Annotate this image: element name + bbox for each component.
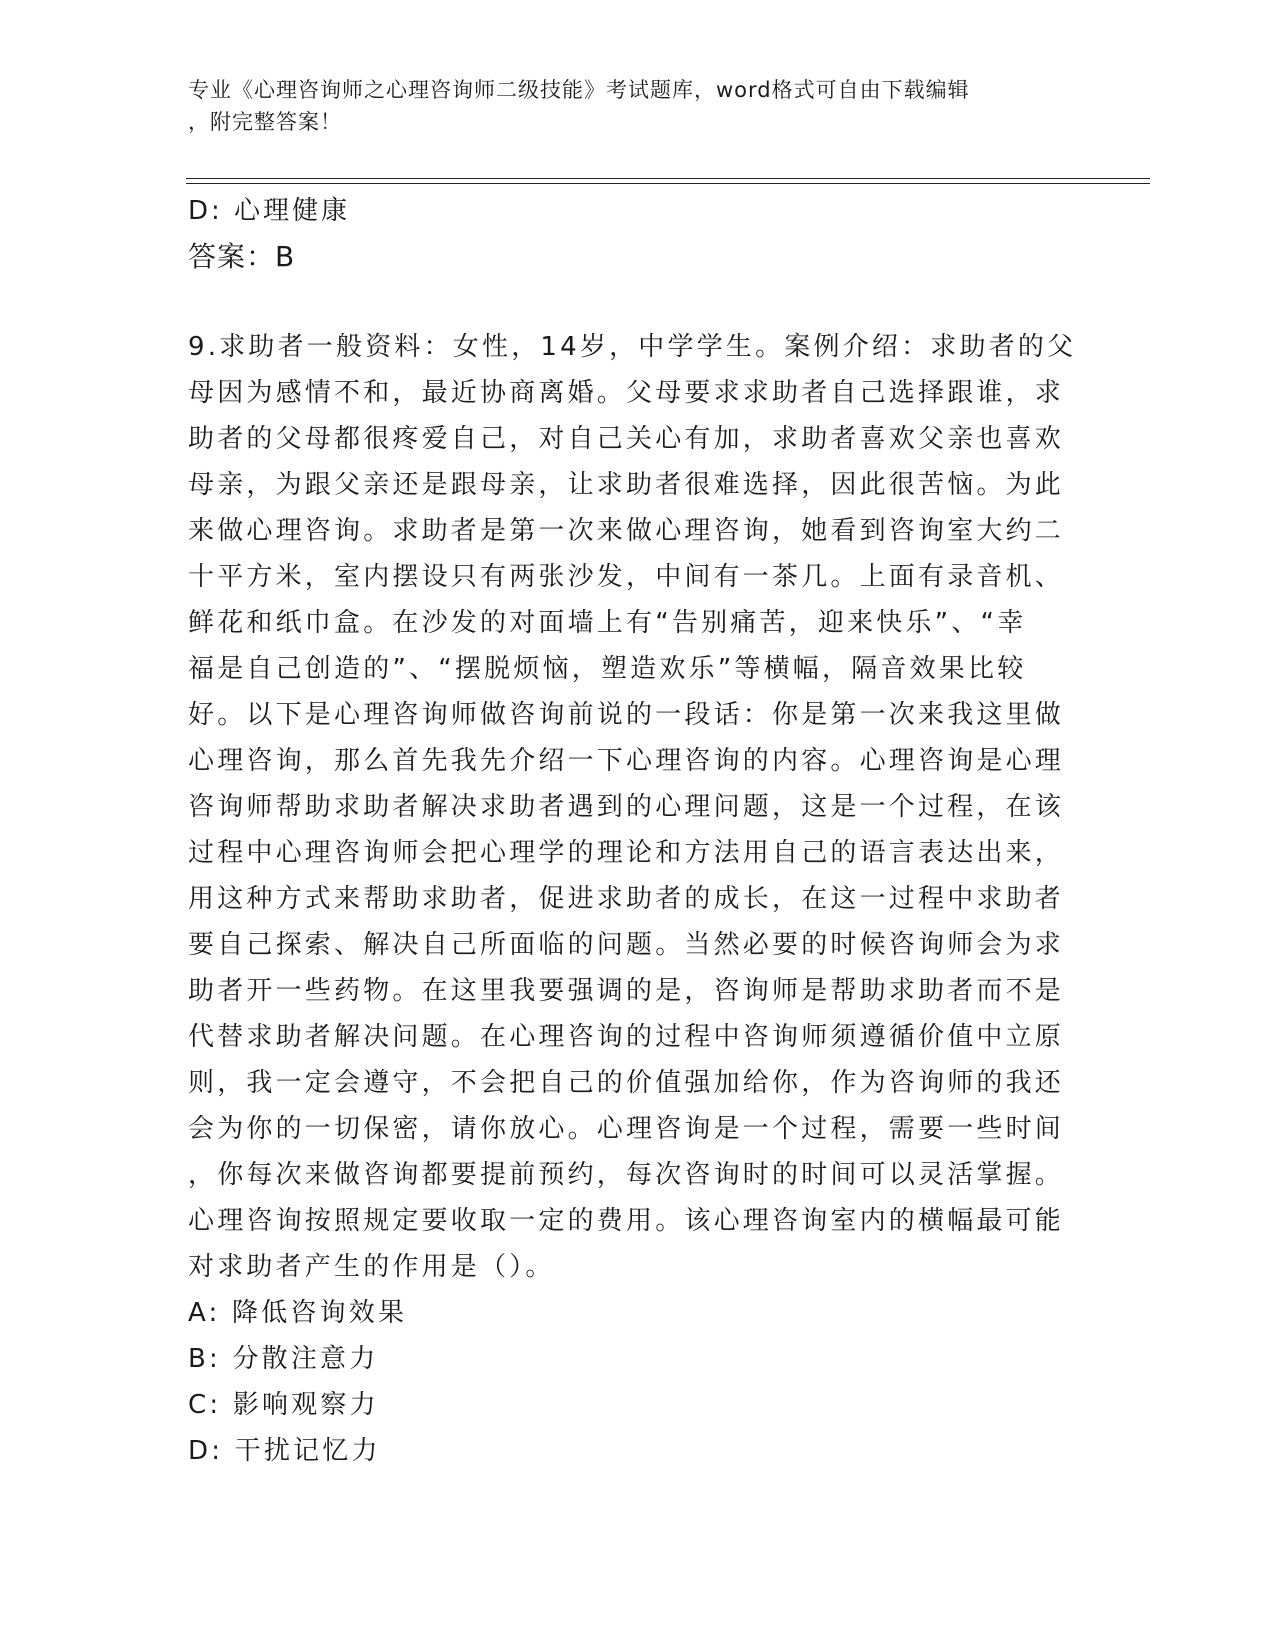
question-line: 助者开一些药物。在这里我要强调的是，咨询师是帮助求助者而不是 xyxy=(188,976,1065,1006)
question-line: 来做心理咨询。求助者是第一次来做心理咨询，她看到咨询室大约二 xyxy=(188,516,1065,546)
question-line: 要自己探索、解决自己所面临的问题。当然必要的时候咨询师会为求 xyxy=(188,930,1065,960)
option-b: B: 分散注意力 xyxy=(188,1344,379,1374)
option-c: C: 影响观察力 xyxy=(188,1390,379,1420)
header-rule-bottom xyxy=(186,183,1150,184)
question-line: 母因为感情不和，最近协商离婚。父母要求求助者自己选择跟谁，求 xyxy=(188,378,1065,408)
question-line: 母亲，为跟父亲还是跟母亲，让求助者很难选择，因此很苦恼。为此 xyxy=(188,470,1065,500)
question-line: 心理咨询，那么首先我先介绍一下心理咨询的内容。心理咨询是心理 xyxy=(188,746,1065,776)
question-line: 咨询师帮助求助者解决求助者遇到的心理问题，这是一个过程，在该 xyxy=(188,792,1065,822)
question-line: 用这种方式来帮助求助者，促进求助者的成长，在这一过程中求助者 xyxy=(188,884,1065,914)
question-line: 对求助者产生的作用是（）。 xyxy=(188,1252,555,1282)
prev-answer: 答案：B xyxy=(188,240,296,273)
header-rule-top xyxy=(186,178,1150,179)
page-header xyxy=(188,74,1068,138)
question-line: 9.求助者一般资料：女性，14岁，中学学生。案例介绍：求助者的父 xyxy=(188,332,1077,362)
question-line: 十平方米，室内摆设只有两张沙发，中间有一茶几。上面有录音机、 xyxy=(188,562,1065,592)
question-line: 则，我一定会遵守，不会把自己的价值强加给你，作为咨询师的我还 xyxy=(188,1068,1065,1098)
document-content xyxy=(188,188,1077,1474)
header-line-2: ，附完整答案！ xyxy=(188,110,342,134)
question-9 xyxy=(188,324,1077,1474)
question-line: 会为你的一切保密，请你放心。心理咨询是一个过程，需要一些时间 xyxy=(188,1114,1065,1144)
question-line: 过程中心理咨询师会把心理学的理论和方法用自己的语言表达出来， xyxy=(188,838,1065,868)
question-line: 鲜花和纸巾盒。在沙发的对面墙上有“告别痛苦，迎来快乐”、“幸 xyxy=(188,608,1027,638)
question-line: 福是自己创造的”、“摆脱烦恼，塑造欢乐”等横幅，隔音效果比较 xyxy=(188,654,1027,684)
prev-option-d: D: 心理健康 xyxy=(188,196,351,226)
option-a: A: 降低咨询效果 xyxy=(188,1298,408,1328)
question-line: 代替求助者解决问题。在心理咨询的过程中咨询师须遵循价值中立原 xyxy=(188,1022,1065,1052)
question-line: 好。以下是心理咨询师做咨询前说的一段话：你是第一次来我这里做 xyxy=(188,700,1065,730)
option-d: D: 干扰记忆力 xyxy=(188,1436,381,1466)
section-gap xyxy=(188,280,1068,324)
question-line: ，你每次来做咨询都要提前预约，每次咨询时的时间可以灵活掌握。 xyxy=(188,1160,1065,1190)
question-line: 助者的父母都很疼爱自己，对自己关心有加，求助者喜欢父亲也喜欢 xyxy=(188,424,1065,454)
header-line-1: 专业《心理咨询师之心理咨询师二级技能》考试题库，word格式可自由下载编辑 xyxy=(188,78,970,102)
question-line: 心理咨询按照规定要收取一定的费用。该心理咨询室内的横幅最可能 xyxy=(188,1206,1065,1236)
